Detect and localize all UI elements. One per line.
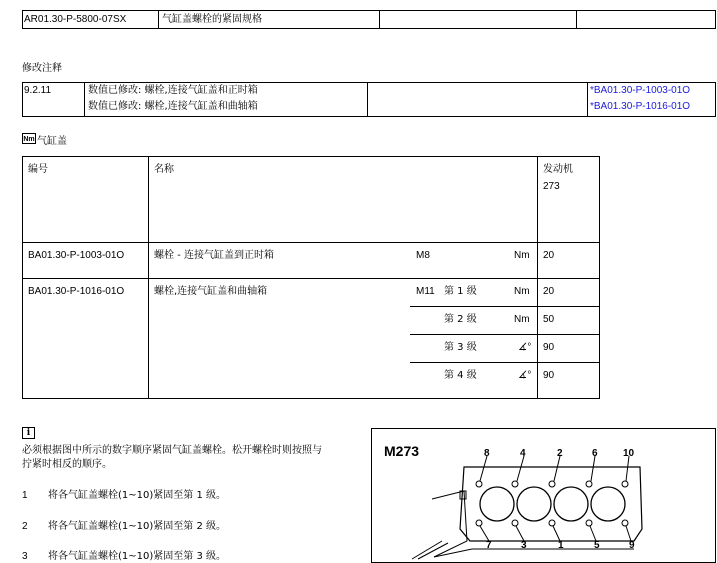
bolt-number-label: 10 bbox=[623, 448, 635, 459]
bolt-hole bbox=[476, 481, 482, 487]
stage-value: 90 bbox=[543, 370, 555, 381]
info-text: 拧紧时相反的顺序。 bbox=[22, 459, 112, 470]
stage-label: 第 3 级 bbox=[444, 342, 477, 353]
stage-label: 第 1 级 bbox=[444, 286, 477, 297]
stage-unit: Nm bbox=[514, 314, 530, 325]
col-number-header: 编号 bbox=[28, 164, 48, 175]
spec-stage-divider bbox=[410, 306, 600, 307]
spec-stage-divider bbox=[410, 362, 600, 363]
spec-size: M8 bbox=[416, 250, 430, 261]
header-divider bbox=[576, 10, 577, 29]
bolt-number-label: 6 bbox=[592, 448, 598, 459]
leader-line bbox=[626, 526, 631, 541]
spec-number: BA01.30-P-1016-01O bbox=[28, 286, 125, 297]
bolt-hole bbox=[549, 481, 555, 487]
col-name-header: 名称 bbox=[154, 164, 174, 175]
leader-line bbox=[480, 526, 489, 541]
revision-note: 数值已修改: 螺栓,连接气缸盖和正时箱 bbox=[88, 85, 258, 96]
bolt-number-label: 5 bbox=[594, 540, 600, 551]
step-text: 将各气缸盖螺栓(1~10)紧固至第 2 级。 bbox=[48, 521, 226, 532]
cylinder-bore bbox=[480, 487, 514, 521]
bolt-hole bbox=[476, 520, 482, 526]
spec-row-divider bbox=[22, 278, 600, 279]
leader-line bbox=[553, 526, 560, 541]
bolt-number-label: 2 bbox=[557, 448, 563, 459]
stage-unit: ∡° bbox=[518, 370, 531, 381]
revisions-heading: 修改注释 bbox=[22, 63, 62, 74]
doc-id: AR01.30-P-5800-07SX bbox=[24, 14, 127, 25]
head-bottom-edge bbox=[434, 549, 634, 557]
revision-link[interactable]: *BA01.30-P-1003-01O bbox=[590, 85, 691, 96]
revision-note: 数值已修改: 螺栓,连接气缸盖和曲轴箱 bbox=[88, 101, 258, 112]
spec-number: BA01.30-P-1003-01O bbox=[28, 250, 125, 261]
spec-value: 20 bbox=[543, 250, 555, 261]
revisions-divider bbox=[587, 82, 588, 117]
bolt-hole bbox=[622, 520, 628, 526]
revision-date: 9.2.11 bbox=[24, 85, 52, 96]
bolt-hole bbox=[512, 520, 518, 526]
bolt-hole bbox=[549, 520, 555, 526]
revision-link[interactable]: *BA01.30-P-1016-01O bbox=[590, 101, 691, 112]
info-icon: i bbox=[22, 427, 35, 439]
stage-label: 第 2 级 bbox=[444, 314, 477, 325]
header-divider bbox=[379, 10, 380, 29]
cylinder-bore bbox=[591, 487, 625, 521]
stage-unit: Nm bbox=[514, 286, 530, 297]
spec-size: M11 bbox=[416, 286, 435, 297]
step-number: 3 bbox=[22, 551, 28, 562]
revisions-divider bbox=[367, 82, 368, 117]
cylinder-bore bbox=[554, 487, 588, 521]
step-number: 1 bbox=[22, 490, 28, 501]
cylinder-head-diagram bbox=[372, 429, 716, 563]
cylinder-head-figure bbox=[371, 428, 716, 563]
stage-label: 第 4 级 bbox=[444, 370, 477, 381]
step-text: 将各气缸盖螺栓(1~10)紧固至第 3 级。 bbox=[48, 551, 226, 562]
bolt-hole bbox=[586, 481, 592, 487]
spec-row-divider bbox=[22, 242, 600, 243]
bolt-hole bbox=[622, 481, 628, 487]
stage-value: 50 bbox=[543, 314, 555, 325]
leader-line bbox=[516, 526, 524, 541]
leader-line bbox=[590, 526, 596, 541]
spec-name: 螺栓,连接气缸盖和曲轴箱 bbox=[154, 286, 268, 297]
step-text: 将各气缸盖螺栓(1~10)紧固至第 1 级。 bbox=[48, 490, 226, 501]
torque-nm-icon: Nm bbox=[22, 133, 36, 144]
section-title: 气缸盖 bbox=[37, 136, 67, 147]
bolt-number-label: 1 bbox=[558, 540, 564, 551]
doc-title: 气缸盖螺栓的紧固规格 bbox=[162, 14, 262, 25]
figure-label: M273 bbox=[384, 443, 420, 459]
spec-name: 螺栓 - 连接气缸盖到正时箱 bbox=[154, 250, 274, 261]
bolt-number-label: 3 bbox=[521, 540, 527, 551]
stage-value: 90 bbox=[543, 342, 555, 353]
spec-unit: Nm bbox=[514, 250, 530, 261]
bolt-number-label: 8 bbox=[484, 448, 490, 459]
cylinder-bore bbox=[517, 487, 551, 521]
bolt-number-label: 4 bbox=[520, 448, 526, 459]
header-divider bbox=[158, 10, 159, 29]
col-engine-header: 发动机 bbox=[543, 164, 573, 175]
revisions-divider bbox=[84, 82, 85, 117]
bolt-hole bbox=[586, 520, 592, 526]
stage-value: 20 bbox=[543, 286, 555, 297]
spec-stage-divider bbox=[410, 334, 600, 335]
bolt-hole bbox=[512, 481, 518, 487]
info-text: 必须根据图中所示的数字顺序紧固气缸盖螺栓。松开螺栓时则按照与 bbox=[22, 445, 322, 456]
bolt-number-label: 9 bbox=[629, 540, 635, 551]
bolt-number-label: 7 bbox=[486, 540, 492, 551]
stage-unit: ∡° bbox=[518, 342, 531, 353]
step-number: 2 bbox=[22, 521, 28, 532]
engine-code: 273 bbox=[543, 181, 560, 192]
